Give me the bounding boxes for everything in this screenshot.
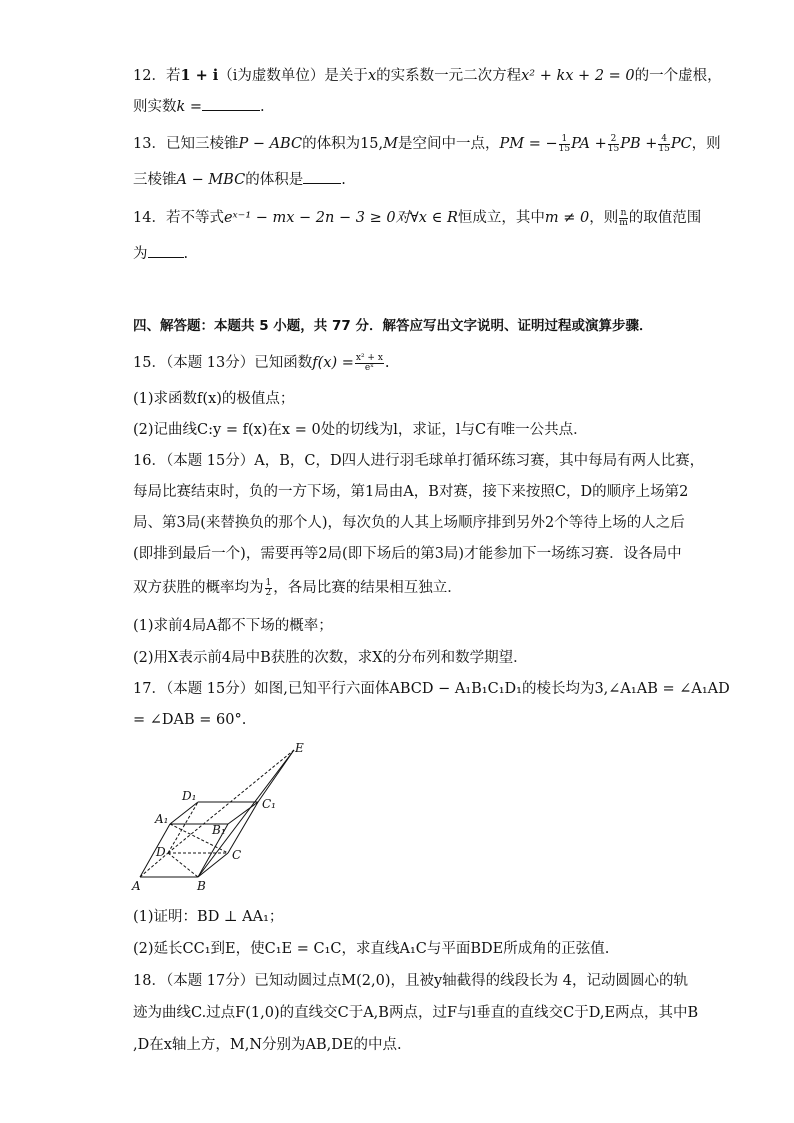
q18-line3: ,D在x轴上方，M,N分别为AB,DE的中点. — [133, 1037, 402, 1053]
q15-prefix: 15．（本题 13分）已知函数 — [133, 355, 313, 371]
q13-prefix: 13．已知三棱锥 — [133, 136, 239, 152]
q13-answer-blank[interactable] — [303, 171, 341, 184]
q12-answer-blank[interactable] — [202, 98, 260, 111]
q13-frac2: $\frac{2}{15}$ — [607, 133, 620, 154]
q16-line5-a: 双方获胜的概率均为 — [133, 580, 264, 596]
q14-prefix: 14．若不等式 — [133, 210, 224, 226]
q14-line2 — [133, 244, 188, 264]
q16-line5 — [133, 578, 462, 598]
q12-text-c: 的实系数一元二次方程 — [376, 68, 522, 84]
q14-condition: m ≠ 0 — [544, 210, 590, 226]
q15-function: f(x) = — [312, 355, 354, 371]
q13-frac3: $\frac{4}{15}$ — [658, 133, 670, 154]
q14-text-b: 恒成立，其中 — [457, 210, 545, 226]
q13-line2 — [133, 170, 346, 190]
q14-text-c: ，则 — [589, 210, 619, 226]
q13-point-m: M — [383, 136, 398, 152]
q13-vector-pc: PC — [670, 136, 692, 152]
q13-line1 — [133, 134, 721, 154]
q16-line4: (即排到最后一个)，需要再等2局(即下场后的第3局)才能参加下一场练习赛．设各局中 — [133, 546, 682, 562]
diag-db — [168, 853, 198, 877]
q17-line1: 17．（本题 15分）如图,已知平行六面体ABCD − A₁B₁C₁D₁的棱长均为3,∠A₁AB = ∠A₁AD — [133, 681, 730, 697]
q16-fraction: $\frac{1}{2}$ — [265, 577, 272, 598]
q13-vector-pb: PB + — [620, 136, 658, 152]
edge-b1c1 — [228, 802, 258, 824]
q14-end: . — [183, 246, 189, 262]
q16-part2: (2)用X表示前4局中B获胜的次数，求X的分布列和数学期望． — [133, 650, 528, 666]
q15-fraction: $\frac{\text{x² + x}}{\text{eˣ}}$ — [355, 352, 383, 373]
label-a1: A₁ — [155, 812, 169, 826]
q12-text-d: 的一个虚根， — [634, 68, 722, 84]
q12-var-k: k = — [176, 99, 203, 115]
q14-line2-text: 为 — [133, 246, 148, 262]
edge-a1d1 — [170, 802, 198, 824]
label-b: B — [197, 879, 206, 893]
q13-end2: . — [341, 172, 346, 188]
label-b1: B₁ — [212, 823, 226, 837]
q14-text-d: 的取值范围 — [628, 210, 702, 226]
q14-inequality: eˣ⁻¹ − mx − 2n − 3 ≥ 0对∀x ∈ R — [223, 210, 458, 226]
label-d1: D₁ — [182, 789, 197, 803]
q12-equation: x² + kx + 2 = 0 — [521, 68, 635, 84]
q17-line2: = ∠DAB = 60°. — [133, 712, 247, 728]
q12-line1 — [133, 66, 722, 86]
q16-line1: 16．（本题 15分）A，B，C，D四人进行羽毛球单打循环练习赛，其中每局有两人比赛， — [133, 453, 705, 469]
q13-vector-pa: PA + — [571, 136, 607, 152]
q15-part1: (1)求函数f(x)的极值点； — [133, 391, 295, 407]
q12-line2 — [133, 97, 265, 117]
q12-text-b: （i为虚数单位）是关于 — [218, 68, 368, 84]
q13-text-c: 是空间中一点， — [398, 136, 500, 152]
edge-cc1 — [228, 802, 258, 853]
q14-answer-blank[interactable] — [148, 245, 184, 258]
parallelepiped-figure — [128, 738, 318, 894]
q18-line2: 迹为曲线C.过点F(1,0)的直线交C于A,B两点，过F与l垂直的直线交C于D,E两点，其中B — [133, 1005, 699, 1021]
q12-end: . — [260, 99, 265, 115]
q15-intro — [133, 353, 390, 373]
q17-part2: (2)延长CC₁到E，使C₁E = C₁C，求直线A₁C与平面BDE所成角的正弦值. — [133, 941, 610, 957]
q16-line2: 每局比赛结束时，负的一方下场，第1局由A，B对赛，接下来按照C，D的顺序上场第2 — [133, 484, 689, 500]
edge-be — [198, 750, 294, 877]
q12-root: 1 + i — [180, 67, 219, 84]
q14-fraction: $\frac{n}{m}$ — [619, 207, 628, 228]
q12-prefix: 12．若 — [133, 68, 181, 84]
label-d: D — [156, 845, 166, 859]
label-a: A — [132, 879, 141, 893]
q13-end1: ，则 — [691, 136, 721, 152]
q17-part1: (1)证明：BD ⊥ AA₁； — [133, 909, 284, 925]
q18-line1: 18．（本题 17分）已知动圆过点M(2,0)，且被y轴截得的线段长为 4，记动圆圆心的轨 — [133, 973, 689, 989]
q13-line2-b: 的体积是 — [245, 172, 304, 188]
q12-var-x: x — [367, 68, 377, 84]
edge-dd1 — [168, 802, 198, 853]
q13-pyramid2: A − MBC — [176, 172, 246, 188]
q15-end: . — [384, 355, 390, 371]
q16-line5-b: ，各局比赛的结果相互独立． — [273, 580, 462, 596]
q13-line2-text: 三棱锥 — [133, 172, 177, 188]
q16-line3: 局、第3局(来替换负的那个人)，每次负的人其上场顺序排到另外2个等待上场的人之后 — [133, 515, 685, 531]
q13-frac1: $\frac{1}{15}$ — [558, 133, 571, 154]
q13-text-b: 的体积为15, — [302, 136, 384, 152]
q16-part1: (1)求前4局A都不下场的概率； — [133, 618, 333, 634]
q12-line2-text: 则实数 — [133, 99, 177, 115]
label-e: E — [295, 741, 304, 755]
label-c: C — [232, 848, 242, 862]
label-c1: C₁ — [262, 797, 276, 811]
q15-part2: (2)记曲线C:y = f(x)在x = 0处的切线为l，求证，l与C有唯一公共点． — [133, 422, 588, 438]
section4-title: 四、解答题：本题共 5 小题，共 77 分．解答应写出文字说明、证明过程或演算步骤． — [133, 318, 653, 334]
q13-pyramid: P − ABC — [238, 136, 303, 152]
q14-line1 — [133, 208, 701, 228]
q13-vector-lhs: PM = − — [499, 136, 558, 152]
